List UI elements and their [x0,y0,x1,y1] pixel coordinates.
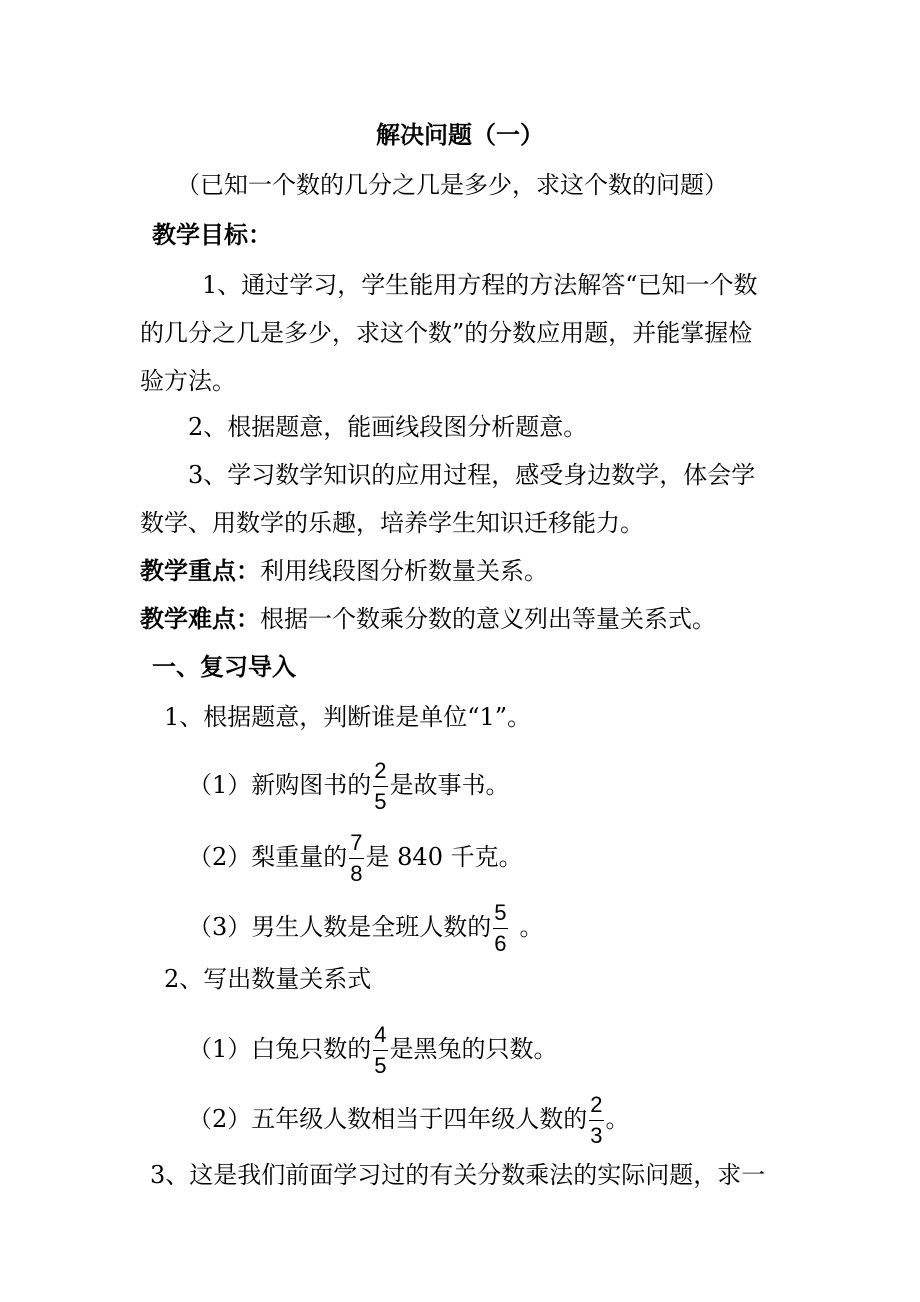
fraction-denominator: 5 [374,789,387,814]
key-point [140,556,548,586]
fraction-4-5 [373,1024,387,1077]
question-1-1 [188,760,510,813]
page-title: 解决问题（一） [376,120,544,149]
fraction-numerator: 2 [590,1092,603,1117]
fraction-denominator: 3 [590,1123,603,1148]
fraction-bar [493,928,507,929]
question-1-1-suffix: 是故事书。 [389,771,510,799]
question-1-3-prefix: （3）男生人数是全班人数的 [188,913,492,941]
question-2-2-suffix: 。 [605,1105,630,1133]
fraction-denominator: 8 [350,861,363,886]
fraction-2-5 [373,760,387,813]
difficulty-label: 教学难点： [140,604,260,633]
fraction-bar [373,786,387,787]
key-point-label: 教学重点： [140,556,260,585]
question-3: 3、这是我们前面学习过的有关分数乘法的实际问题，求一 [150,1161,766,1189]
fraction-denominator: 6 [494,931,507,956]
objective-3-line-2: 数学、用数学的乐趣，培养学生知识迁移能力。 [140,509,644,537]
fraction-bar [373,1050,387,1051]
question-2-2 [188,1094,630,1147]
difficulty [140,604,716,634]
question-1: 1、根据题意，判断谁是单位“1”。 [164,703,532,731]
objectives-heading: 教学目标： [152,220,272,249]
question-1-3 [188,902,544,955]
question-2: 2、写出数量关系式 [164,965,372,993]
fraction-denominator: 5 [374,1053,387,1078]
key-point-text: 利用线段图分析数量关系。 [260,557,548,585]
objective-2: 2、根据题意，能画线段图分析题意。 [188,413,588,441]
question-2-1-suffix: 是黑兔的只数。 [389,1035,558,1063]
fraction-numerator: 4 [374,1022,387,1047]
objective-1-line-3: 验方法。 [140,367,236,395]
section-1-heading: 一、复习导入 [152,652,296,681]
fraction-numerator: 7 [350,830,363,855]
fraction-bar [589,1120,603,1121]
page-subtitle: （已知一个数的几分之几是多少，求这个数的问题） [176,171,728,199]
fraction-2-3 [589,1094,603,1147]
question-1-2 [188,832,523,885]
fraction-5-6 [493,902,507,955]
objective-1-line-2: 的几分之几是多少，求这个数”的分数应用题，并能掌握检 [140,319,753,347]
fraction-numerator: 2 [374,758,387,783]
question-2-2-prefix: （2）五年级人数相当于四年级人数的 [188,1105,588,1133]
question-2-1 [188,1024,558,1077]
question-1-2-prefix: （2）梨重量的 [188,843,348,871]
objective-3-line-1: 3、学习数学知识的应用过程，感受身边数学，体会学 [188,461,756,489]
difficulty-text: 根据一个数乘分数的意义列出等量关系式。 [260,605,716,633]
fraction-numerator: 5 [494,900,507,925]
question-1-1-prefix: （1）新购图书的 [188,771,372,799]
objective-1-line-1: 1、通过学习，学生能用方程的方法解答“已知一个数 [202,271,758,299]
question-2-1-prefix: （1）白兔只数的 [188,1035,372,1063]
fraction-7-8 [349,832,363,885]
fraction-bar [349,858,363,859]
question-1-2-suffix: 是 840 千克。 [365,843,523,871]
question-1-3-suffix: 。 [519,913,544,941]
